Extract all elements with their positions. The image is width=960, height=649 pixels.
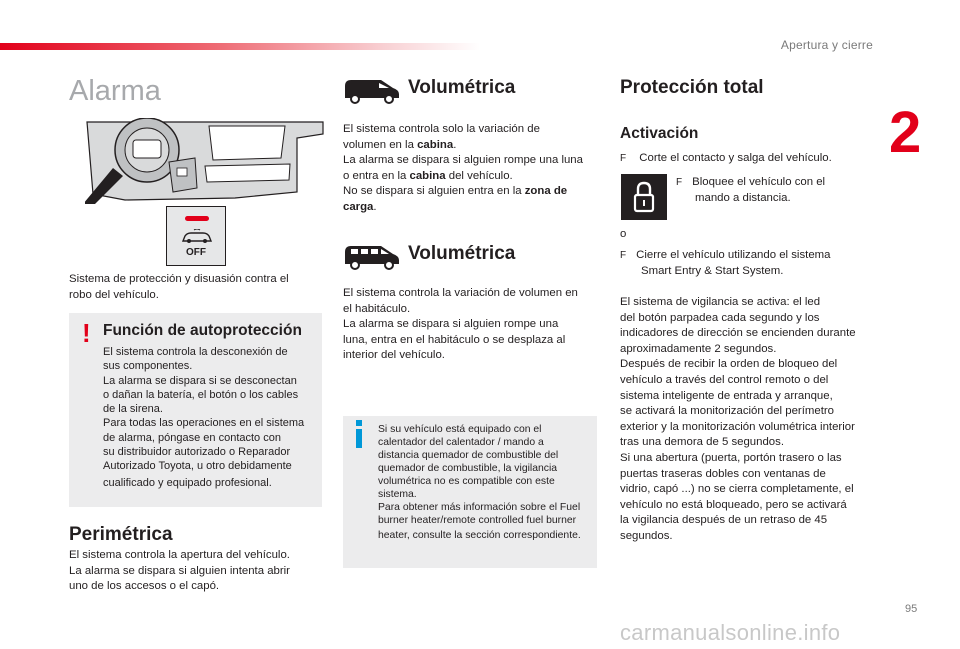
volumetrica-cabin-title: Volumétrica [408,77,516,98]
proteccion-total-title: Protección total [620,77,764,98]
volumetrica-cabin-text: El sistema controla solo la variación de volumen en la cabina. La alarma se dispara si alguien rompe una luna o entra en la cabina del vehículo. No se dispara si alguien entra en la zona de carga. [343,123,583,213]
activation-paragraph: El sistema de vigilancia se activa: el led del botón parpadea cada segundo y los indicadores de dirección se encienden durante aproximadamente 2 segundos. Después de recibir la orden de bloqueo del vehículo a través del control remoto o del sistema inteligente de entrada y arranque, se activará la monitorización del perímetro exterior y la monitorización volumétrica interior tras una demora de 5 segundos. Si una abertura (puerta, portón trasero o las puertas traseras dobles con ventanas de vidrio, capó ...) no se cierra completamente, el vehículo no está bloqueado, pero se activará la vigilancia después de un retraso de 45 segundos. [620,296,856,542]
bullet-glyph: F [620,153,627,164]
or-text: o [620,228,627,240]
dashboard-illustration [85,118,325,204]
padlock-button [621,174,667,220]
perimetrica-title: Perimétrica [69,524,173,545]
bullet-1: F Corte el contacto y salga del vehículo. [620,152,832,164]
activacion-title: Activación [620,125,699,142]
exclamation-icon: ! [82,318,91,348]
off-label: OFF [186,247,206,258]
alarm-intro: Sistema de protección y disuasión contra el robo del vehículo. [69,273,289,301]
alarm-off-button [166,206,226,266]
info-text: Si su vehículo está equipado con el calentador del calentador / mando a distancia quemador de combustible del quemador de combustible, la vigilancia volumétrica no es compatible con este sistema. Para obtener más información sobre el Fuel burner heater/remote controlled fuel burner heater, consulte la sección correspondiente. [378,424,581,541]
header-accent-bar [0,43,480,50]
volumetrica-full-text: El sistema controla la variación de volumen en el habitáculo. La alarma se dispara si alguien rompe una luna, entra en el habitáculo o se desplaza al interior del vehículo. [343,287,578,362]
perimetrica-text: El sistema controla la apertura del vehículo. La alarma se dispara si alguien intenta abrir uno de los accesos o el capó. [69,549,290,593]
volumetrica-full-title: Volumétrica [408,243,516,264]
padlock-icon [632,181,656,213]
bullet-3: F Cierre el vehículo utilizando el sistema Smart Entry & Start System. [620,249,831,277]
page-title: Alarma [69,75,161,107]
warning-title: Función de autoprotección [103,322,302,339]
van-cabin-icon [343,76,401,104]
watermark: carmanualsonline.info [620,620,841,645]
info-icon [353,420,365,448]
van-cargo-icon [343,242,401,270]
page-number: 95 [905,603,918,615]
section-header: Apertura y cierre [780,38,873,52]
chapter-number: 2 [889,100,922,165]
warning-text: El sistema controla la desconexión de sus componentes. La alarma se dispara si se desconectan o dañan la batería, el botón o los cables de la sirena. Para todas las operaciones en el sistema de alarma, póngase en contacto con su distribuidor autorizado o Reparador Autorizado Toyota, u otro debidamente cualificado y equipado profesional. [103,346,305,489]
car-alarm-icon [179,229,215,245]
bullet-2: F Bloquee el vehículo con el mando a distancia. [676,176,826,204]
alarm-led-indicator [185,216,209,221]
